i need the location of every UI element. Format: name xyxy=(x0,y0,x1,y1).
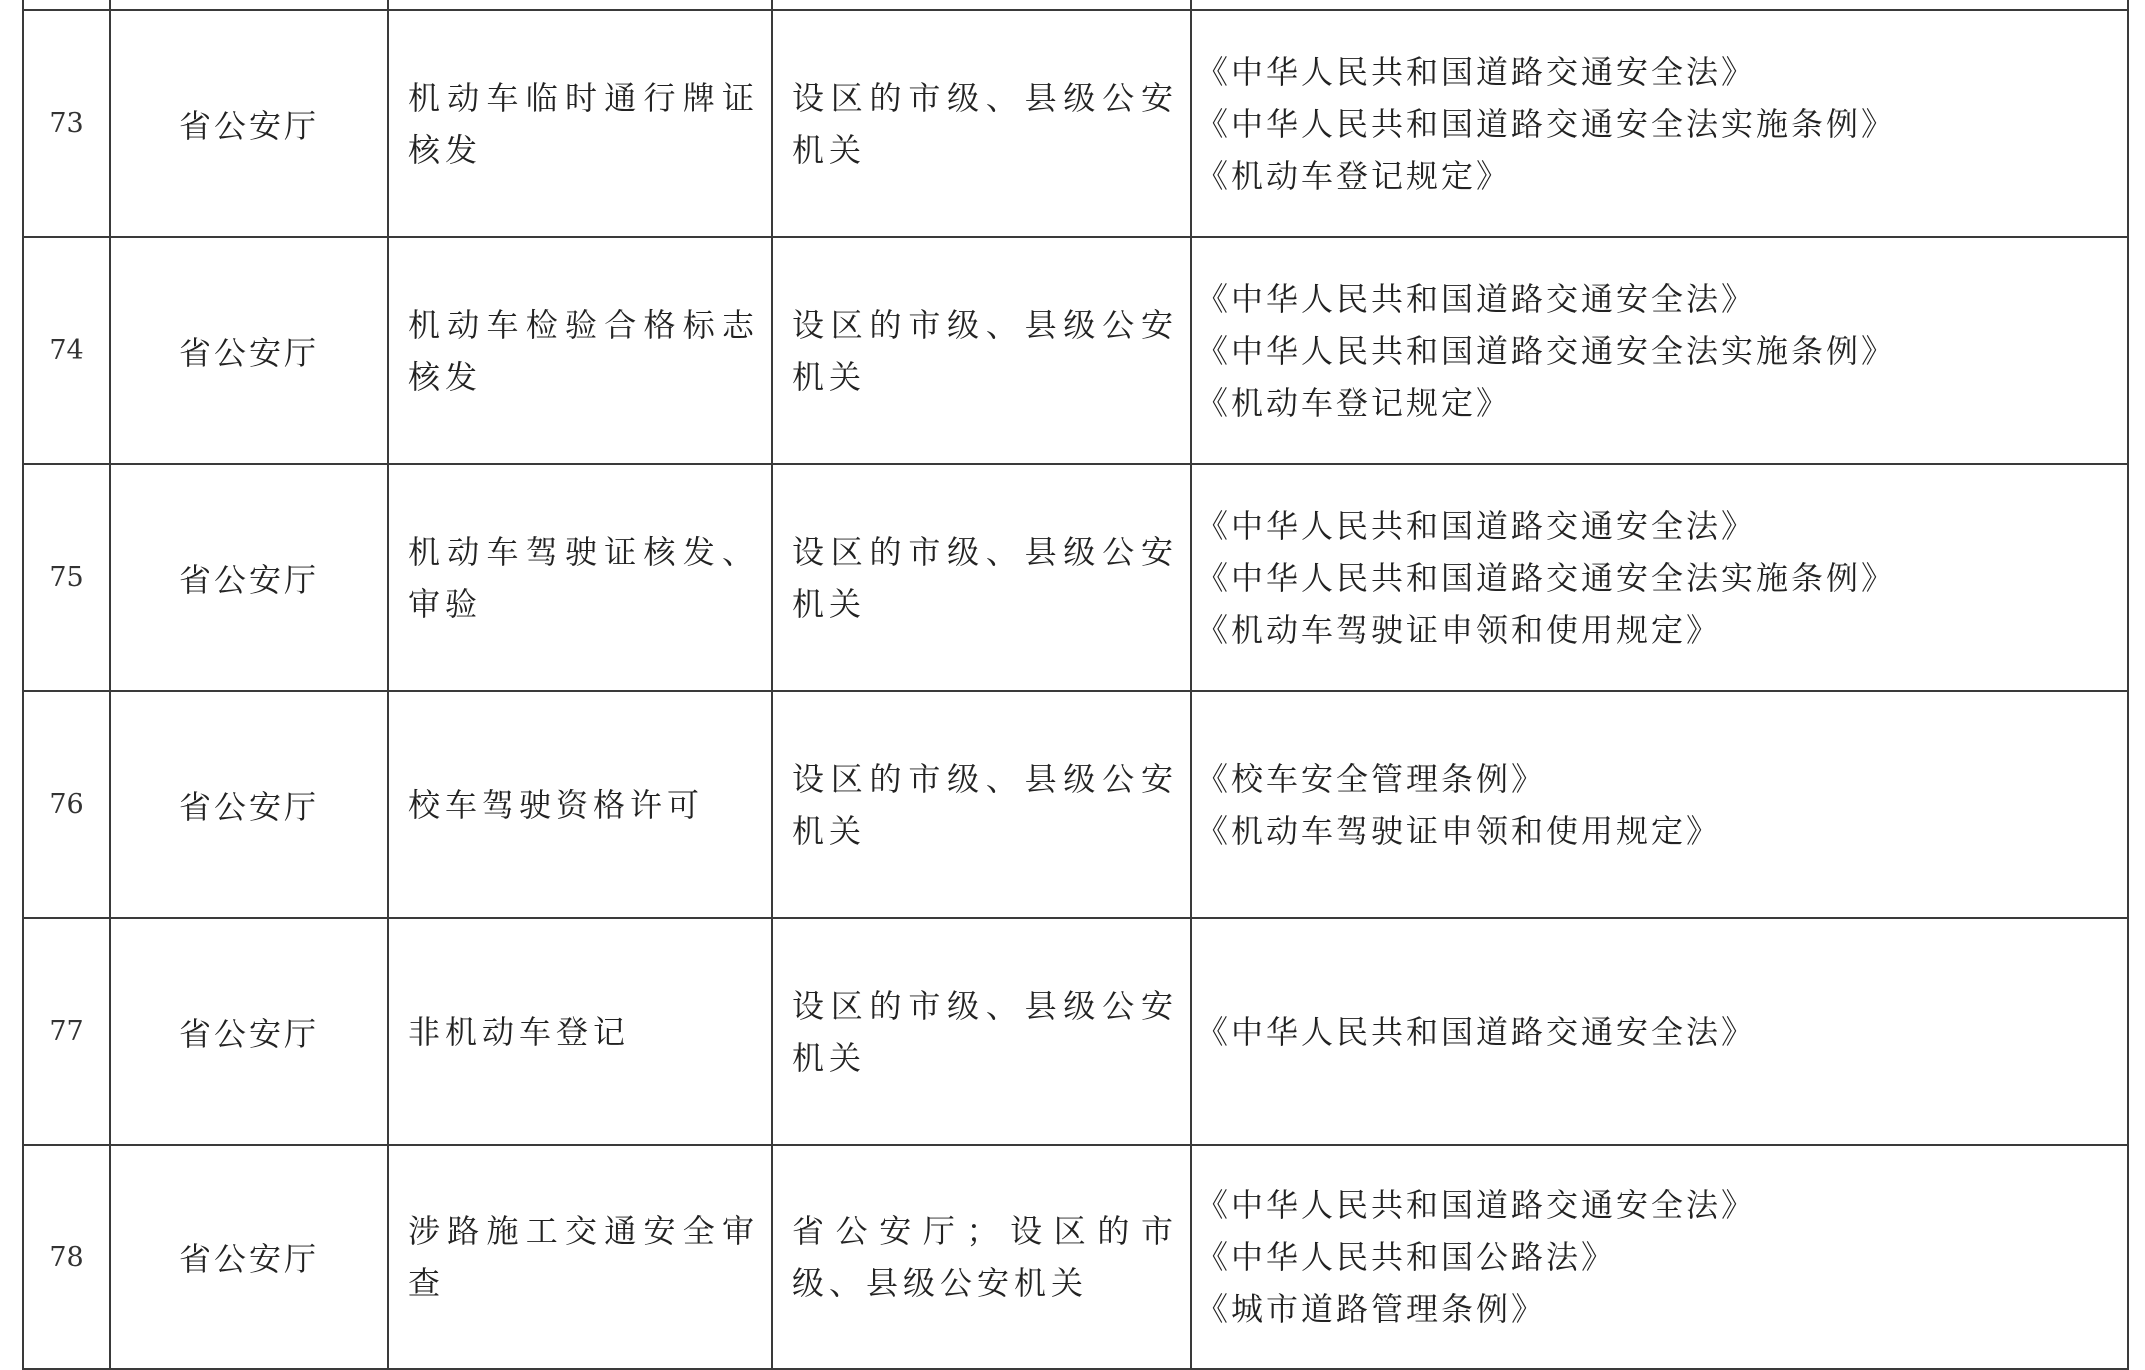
implementer-cell: 设区的市级、县级公安机关 xyxy=(772,464,1191,691)
cell-continued xyxy=(1191,0,2128,10)
department-cell: 省公安厅 xyxy=(110,10,388,237)
table-row xyxy=(23,1145,2128,1369)
legal-basis-cell xyxy=(1191,691,2128,918)
legal-basis-line: 《机动车驾驶证申领和使用规定》 xyxy=(1196,811,1722,850)
table-body xyxy=(23,0,2128,1369)
legal-basis-line: 《中华人民共和国道路交通安全法》 xyxy=(1196,1186,1757,1224)
cell-continued xyxy=(110,0,388,10)
legal-basis-line: 《校车安全管理条例》 xyxy=(1196,759,1547,798)
legal-basis-line: 《机动车登记规定》 xyxy=(1196,383,1512,422)
legal-basis-line: 《中华人民共和国公路法》 xyxy=(1196,1238,1617,1276)
table-row xyxy=(23,464,2128,691)
table-row xyxy=(23,10,2128,237)
legal-basis-cell xyxy=(1191,237,2128,464)
item-name-cell: 涉路施工交通安全审查 xyxy=(388,1145,772,1369)
legal-basis-cell xyxy=(1191,1145,2128,1369)
legal-basis-line: 《机动车驾驶证申领和使用规定》 xyxy=(1196,610,1722,649)
row-number: 73 xyxy=(23,10,110,237)
department-cell: 省公安厅 xyxy=(110,464,388,691)
item-name-cell: 机动车检验合格标志核发 xyxy=(388,237,772,464)
table-row-continued xyxy=(23,0,2128,10)
row-number: 78 xyxy=(23,1145,110,1369)
table-row xyxy=(23,691,2128,918)
legal-basis-line: 《中华人民共和国道路交通安全法》 xyxy=(1196,279,1757,318)
implementer-cell: 设区的市级、县级公安机关 xyxy=(772,918,1191,1145)
implementer-cell: 设区的市级、县级公安机关 xyxy=(772,237,1191,464)
department-cell: 省公安厅 xyxy=(110,691,388,918)
legal-basis-cell xyxy=(1191,10,2128,237)
implementer-cell: 省公安厅；设区的市级、县级公安机关 xyxy=(772,1145,1191,1369)
cell-continued xyxy=(388,0,772,10)
implementer-cell: 设区的市级、县级公安机关 xyxy=(772,691,1191,918)
cell-continued xyxy=(772,0,1191,10)
row-number: 75 xyxy=(23,464,110,691)
licensing-items-table xyxy=(22,0,2129,1370)
legal-basis-line: 《中华人民共和国道路交通安全法》 xyxy=(1196,52,1757,91)
legal-basis-line: 《中华人民共和国道路交通安全法实施条例》 xyxy=(1196,104,1897,143)
legal-basis-line: 《中华人民共和国道路交通安全法》 xyxy=(1196,1012,1757,1051)
row-number: 77 xyxy=(23,918,110,1145)
legal-basis-line: 《中华人民共和国道路交通安全法实施条例》 xyxy=(1196,558,1897,597)
item-name-cell: 校车驾驶资格许可 xyxy=(388,691,772,918)
legal-basis-cell xyxy=(1191,464,2128,691)
department-cell: 省公安厅 xyxy=(110,918,388,1145)
item-name-cell: 机动车驾驶证核发、审验 xyxy=(388,464,772,691)
department-cell: 省公安厅 xyxy=(110,1145,388,1369)
row-number: 74 xyxy=(23,237,110,464)
item-name-cell: 非机动车登记 xyxy=(388,918,772,1145)
table-row xyxy=(23,237,2128,464)
legal-basis-line: 《城市道路管理条例》 xyxy=(1196,1290,1547,1328)
table-row xyxy=(23,918,2128,1145)
legal-basis-line: 《机动车登记规定》 xyxy=(1196,156,1512,195)
department-cell: 省公安厅 xyxy=(110,237,388,464)
legal-basis-line: 《中华人民共和国道路交通安全法》 xyxy=(1196,506,1757,545)
implementer-cell: 设区的市级、县级公安机关 xyxy=(772,10,1191,237)
legal-basis-line: 《中华人民共和国道路交通安全法实施条例》 xyxy=(1196,331,1897,370)
legal-basis-cell xyxy=(1191,918,2128,1145)
item-name-cell: 机动车临时通行牌证核发 xyxy=(388,10,772,237)
row-number: 76 xyxy=(23,691,110,918)
cell-continued xyxy=(23,0,110,10)
